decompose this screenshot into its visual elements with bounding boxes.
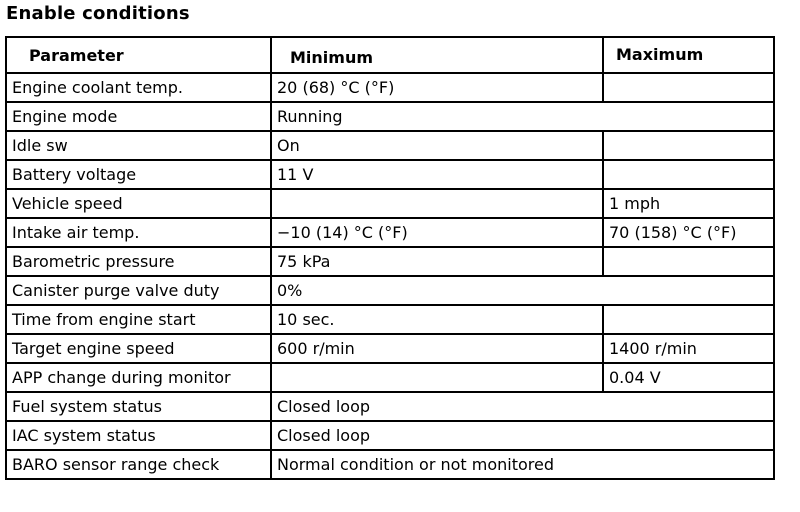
table-row [6,276,774,305]
maximum-cell [603,131,774,160]
maximum-cell [603,247,774,276]
table-row [6,102,774,131]
parameter-cell: Fuel system status [6,392,271,421]
minimum-cell: 10 sec. [271,305,603,334]
enable-conditions-table [5,36,775,480]
parameter-cell: Time from engine start [6,305,271,334]
maximum-cell [603,160,774,189]
maximum-cell: 0.04 V [603,363,774,392]
table-row [6,131,774,160]
value-cell: Closed loop [271,392,774,421]
minimum-cell [271,363,603,392]
maximum-cell [603,73,774,102]
table-row [6,160,774,189]
parameter-cell: Target engine speed [6,334,271,363]
maximum-cell: 70 (158) °C (°F) [603,218,774,247]
parameter-cell: Intake air temp. [6,218,271,247]
table-row [6,450,774,479]
value-cell: 0% [271,276,774,305]
parameter-cell: Engine coolant temp. [6,73,271,102]
column-header-minimum: Minimum [271,37,603,73]
minimum-cell [271,189,603,218]
parameter-cell: Vehicle speed [6,189,271,218]
value-cell: Normal condition or not monitored [271,450,774,479]
parameter-cell: Engine mode [6,102,271,131]
table-row [6,421,774,450]
page-title: Enable conditions [6,3,190,24]
maximum-cell: 1400 r/min [603,334,774,363]
value-cell: Running [271,102,774,131]
column-header-maximum: Maximum [603,37,774,73]
table-header-row [6,37,774,73]
minimum-cell: 75 kPa [271,247,603,276]
minimum-cell: On [271,131,603,160]
maximum-cell [603,305,774,334]
minimum-cell: −10 (14) °C (°F) [271,218,603,247]
table-row [6,392,774,421]
minimum-cell: 11 V [271,160,603,189]
parameter-cell: APP change during monitor [6,363,271,392]
table-row [6,334,774,363]
table-row [6,363,774,392]
parameter-cell: Barometric pressure [6,247,271,276]
column-header-parameter: Parameter [6,37,271,73]
table-row [6,247,774,276]
parameter-cell: Idle sw [6,131,271,160]
parameter-cell: BARO sensor range check [6,450,271,479]
parameter-cell: IAC system status [6,421,271,450]
parameter-cell: Canister purge valve duty [6,276,271,305]
table-row [6,189,774,218]
minimum-cell: 600 r/min [271,334,603,363]
value-cell: Closed loop [271,421,774,450]
table-row [6,305,774,334]
table-row [6,218,774,247]
table-row [6,73,774,102]
minimum-cell: 20 (68) °C (°F) [271,73,603,102]
maximum-cell: 1 mph [603,189,774,218]
parameter-cell: Battery voltage [6,160,271,189]
